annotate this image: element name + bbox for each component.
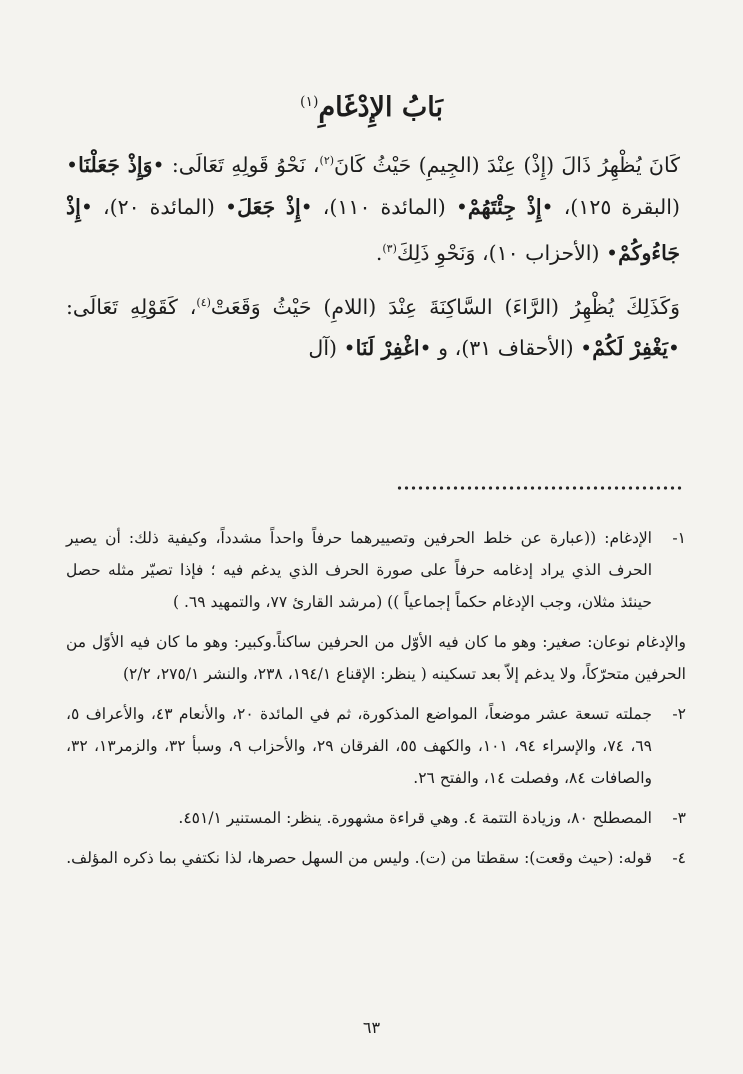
- footnote-3: [66, 802, 686, 834]
- ref-2: • (المائدة ١١٠)، •: [300, 194, 468, 219]
- footnote-number: ٢-: [672, 705, 686, 723]
- ref-4-footnote-ref: (٣): [382, 241, 397, 255]
- quran-quote-6: اغْفِرْ لَنَا: [355, 336, 420, 361]
- p2-text: وَكَذَلِكَ يُظْهِرُ (الرَّاءَ) السَّاكِنَةَ عِنْدَ (اللامِ) حَيْثُ وَقَعَتْ: [210, 294, 680, 319]
- ref-4: • (الأحزاب ١٠)، وَنَحْوِ ذَلِكَ: [396, 240, 619, 265]
- p1b-text: ، نَحْوُ قَولِهِ تَعَالَى: •: [152, 152, 320, 177]
- p1-footnote-ref: (٢): [319, 154, 335, 167]
- chapter-title-text: بَابُ الإِدْغَامِ: [318, 92, 443, 123]
- ref-6: • (آل: [308, 336, 356, 361]
- footnotes: [66, 522, 686, 882]
- footnote-text: والإدغام نوعان: صغير: وهو ما كان فيه الأوّل من الحرفين ساكناً.وكبير: وهو ما كان فيه الأوّل من الحرفين متحرّكاً، ولا يدغم إلاّ بعد تسكينه ( ينظر: الإقناع ١٩٤/١، ٢٣٨، والنشر ٢٧٥/١، ٢/٢): [66, 633, 686, 683]
- footnote-text: قوله: (حيث وقعت): سقطتا من (ت). وليس من السهل حصرها، لذا نكتفي بما ذكره المؤلف.: [66, 849, 652, 867]
- footnote-2: [66, 698, 686, 794]
- footnote-text: جملته تسعة عشر موضعاً، المواضع المذكورة، ثم في المائدة ٢٠، والأنعام ٤٣، والأعراف ٥، ٦٩، ٧٤، والإسراء ٩٤، ١٠١، والكهف ٥٥، الفرقان ٢٩، والأحزاب ٩، وسبأ ٣٢، والزمر١٣، ٣٢، والصافات ٨٤، وفصلت ١٤، والفتح ٢٦.: [66, 705, 652, 787]
- footnote-4: [66, 842, 686, 874]
- paragraph-2: [66, 282, 680, 370]
- quran-quote-2: إِذْ جِئْتَهُمْ: [467, 194, 542, 219]
- footnote-1: [66, 522, 686, 618]
- quran-quote-5: يَغْفِرْ لَكُمْ: [592, 336, 668, 361]
- footnote-text: المصطلح ٨٠، وزيادة التتمة ٤. وهي قراءة مشهورة. ينظر: المستنير ٤٥١/١.: [178, 809, 652, 827]
- footnote-text: الإدغام: ((عبارة عن خلط الحرفين وتصييرهما حرفاً واحداً مشدداً، وكيفية ذلك: أن يصير الحرف الذي يراد إدغامه حرفاً على صورة الحرف الذي يدغم فيه ؛ فإذا تصيّر مثله حصل حينئذ مثلان، وجب الإدغام حكماً إجماعياً )) (مرشد القارئ ٧٧، والتمهيد ٦٩. ): [66, 529, 652, 611]
- p2-footnote-ref: (٤): [196, 295, 211, 309]
- quran-quote-4: إِذْ جَاءُوكُمْ: [66, 194, 680, 265]
- ref-3: • (المائدة ٢٠)، •: [80, 194, 238, 219]
- ref-5: • (الأحقاف ٣١)، و •: [419, 336, 593, 361]
- footnote-number: ١-: [672, 529, 686, 547]
- footnote-divider: [396, 486, 684, 490]
- footnote-number: ٤-: [672, 849, 686, 867]
- footnote-1-continued: [66, 626, 686, 690]
- title-footnote-ref: (١): [299, 94, 319, 110]
- p2b-text: ، كَقَوْلِهِ تَعَالَى: •: [66, 294, 680, 361]
- quran-quote-1: وَإِذْ جَعَلْنَا: [78, 152, 153, 177]
- page-number: ٦٣: [362, 1018, 381, 1037]
- ref-4-end: .: [375, 240, 383, 265]
- chapter-title: [0, 92, 743, 123]
- p1-text: كَانَ يُظْهِرُ ذَالَ (إِذْ) عِنْدَ (الجِيمِ) حَيْثُ كَانَ: [334, 152, 680, 177]
- paragraph-1: [66, 140, 680, 274]
- footnote-number: ٣-: [672, 809, 686, 827]
- main-text: [66, 140, 680, 369]
- ref-1: • (البقرة ١٢٥)، •: [66, 152, 680, 219]
- quran-quote-3: إِذْ جَعَلَ: [237, 194, 301, 219]
